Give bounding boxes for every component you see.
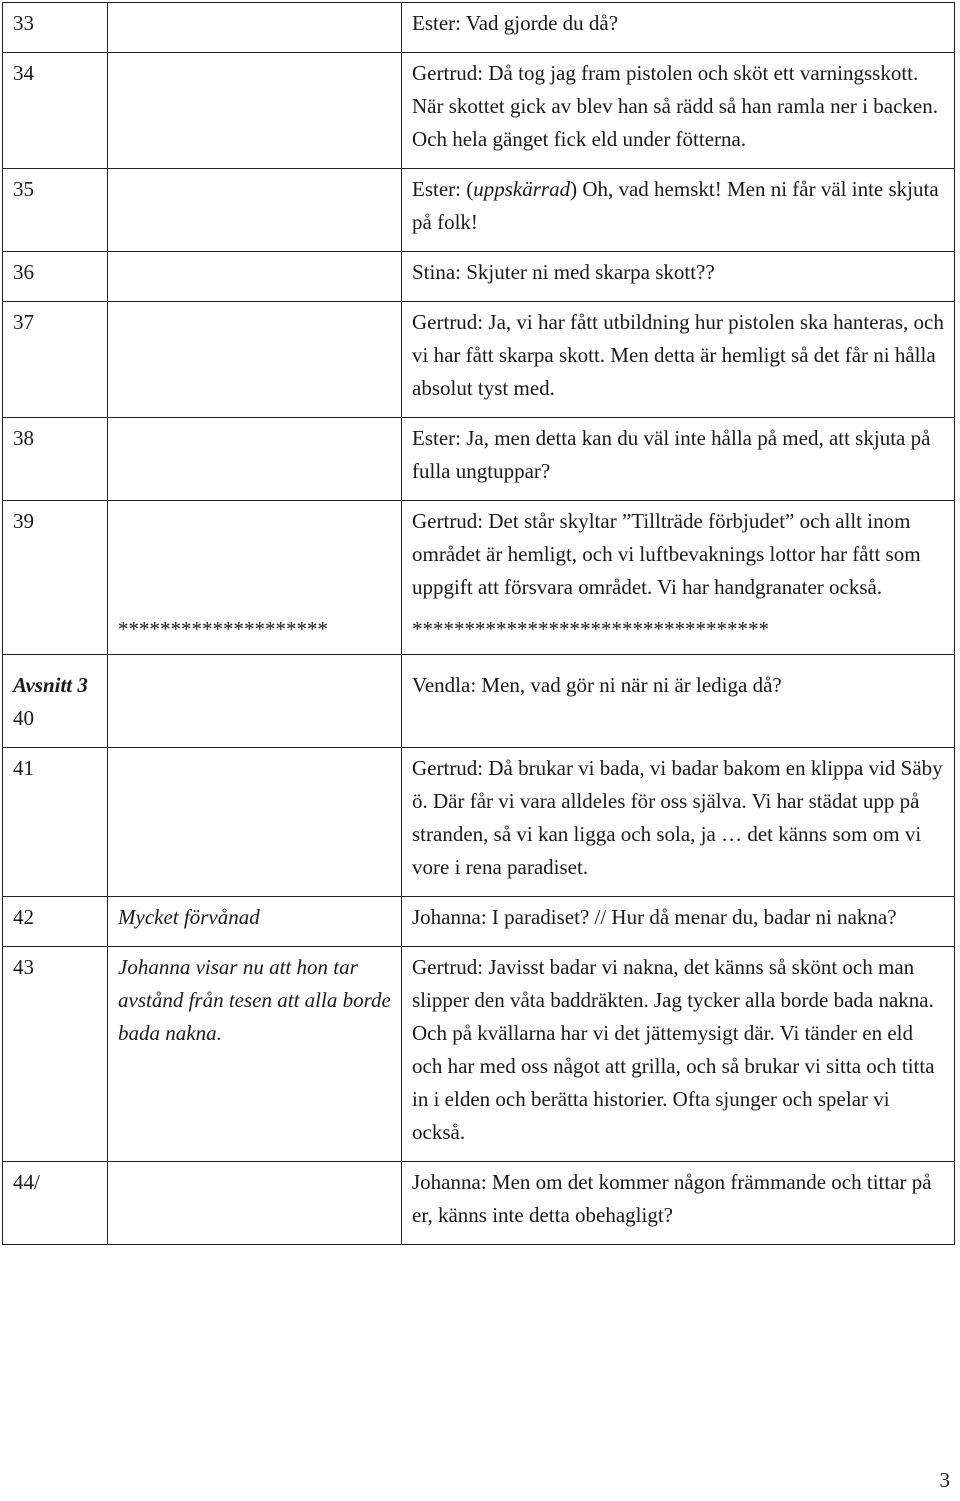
dialogue: Stina: Skjuter ni med skarpa skott??	[402, 252, 955, 302]
script-table	[2, 2, 955, 1245]
line-number: 41	[3, 748, 108, 897]
dialogue: Gertrud: Då tog jag fram pistolen och sköt ett varningsskott. När skottet gick av blev han så rädd så han ramla ner i backen. Och hela gänget fick eld under fötterna.	[402, 53, 955, 169]
stage-note	[108, 655, 402, 748]
stage-note	[108, 252, 402, 302]
stage-direction: uppskärrad	[473, 177, 571, 201]
line-number	[3, 655, 108, 748]
dialogue-text: Gertrud: Det står skyltar ”Tillträde förbjudet” och allt inom området är hemligt, och vi luftbevaknings lottor har fått som uppgift att försvara området. Vi har handgranater också.	[412, 509, 921, 599]
dialogue	[402, 501, 955, 655]
separator-stars: **********************************	[412, 617, 769, 641]
stage-note	[108, 53, 402, 169]
stage-note	[108, 418, 402, 501]
table-row	[3, 947, 955, 1162]
line-number: 39	[3, 501, 108, 655]
section-heading: Avsnitt 3	[13, 673, 88, 697]
dialogue: Johanna: Men om det kommer någon främmande och tittar på er, känns inte detta obehagligt?	[402, 1162, 955, 1245]
table-row	[3, 655, 955, 748]
table-row	[3, 3, 955, 53]
table-row	[3, 53, 955, 169]
table-row	[3, 1162, 955, 1245]
table-row	[3, 169, 955, 252]
stage-note	[108, 1162, 402, 1245]
page-number: 3	[939, 1468, 950, 1492]
table-row	[3, 252, 955, 302]
dialogue-suffix: ) Oh, vad hemskt! Men ni får väl inte skjuta på folk!	[412, 177, 939, 234]
stage-note	[108, 3, 402, 53]
table-row	[3, 302, 955, 418]
line-number: 37	[3, 302, 108, 418]
table-row	[3, 748, 955, 897]
stage-note	[108, 501, 402, 655]
stage-note: Mycket förvånad	[108, 897, 402, 947]
dialogue-prefix: Ester: (	[412, 177, 474, 201]
dialogue: Ester: Vad gjorde du då?	[402, 3, 955, 53]
dialogue: Ester: Ja, men detta kan du väl inte hålla på med, att skjuta på fulla ungtuppar?	[402, 418, 955, 501]
table-row	[3, 897, 955, 947]
dialogue: Gertrud: Ja, vi har fått utbildning hur pistolen ska hanteras, och vi har fått skarpa skott. Men detta är hemligt så det får ni hålla absolut tyst med.	[402, 302, 955, 418]
table-row	[3, 501, 955, 655]
dialogue: Gertrud: Då brukar vi bada, vi badar bakom en klippa vid Säby ö. Där får vi vara alldeles för oss själva. Vi har städat upp på stranden, så vi kan ligga och sola, ja … det känns som om vi vore i rena paradiset.	[402, 748, 955, 897]
table-row	[3, 418, 955, 501]
line-number: 38	[3, 418, 108, 501]
dialogue	[402, 169, 955, 252]
line-number: 35	[3, 169, 108, 252]
dialogue: Johanna: I paradiset? // Hur då menar du, badar ni nakna?	[402, 897, 955, 947]
stage-note	[108, 302, 402, 418]
line-number: 42	[3, 897, 108, 947]
separator-stars: ********************	[118, 617, 328, 641]
line-number: 44/	[3, 1162, 108, 1245]
stage-note	[108, 169, 402, 252]
line-number: 36	[3, 252, 108, 302]
dialogue: Gertrud: Javisst badar vi nakna, det känns så skönt och man slipper den våta baddräkten. Jag tycker alla borde bada nakna. Och på kvällarna har vi det jättemysigt där. Vi tänder en eld och har med oss något att grilla, och så brukar vi sitta och titta in i elden och berätta historier. Ofta sjunger och spelar vi också.	[402, 947, 955, 1162]
line-number: 33	[3, 3, 108, 53]
stage-note	[108, 748, 402, 897]
dialogue: Vendla: Men, vad gör ni när ni är lediga då?	[402, 655, 955, 748]
line-number-value: 40	[13, 706, 34, 730]
line-number: 43	[3, 947, 108, 1162]
line-number: 34	[3, 53, 108, 169]
stage-note: Johanna visar nu att hon tar avstånd från tesen att alla borde bada nakna.	[108, 947, 402, 1162]
